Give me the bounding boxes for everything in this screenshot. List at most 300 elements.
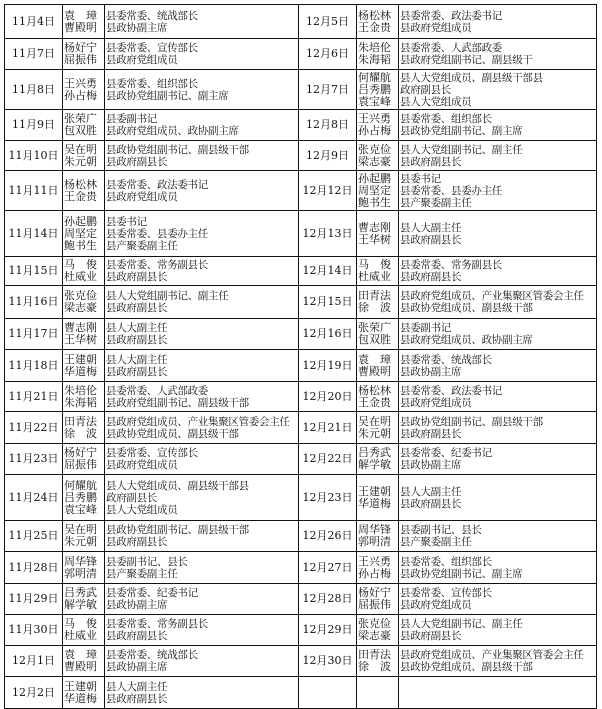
left-roles-cell xyxy=(105,319,299,350)
official-role: 县委常委、宣传部长 xyxy=(106,447,198,459)
right-roles-cell xyxy=(399,141,597,171)
official-name: 吕秀鹏 xyxy=(64,491,97,504)
left-roles-cell xyxy=(105,412,299,444)
official-role: 县政府副县长 xyxy=(106,302,168,314)
roster-row xyxy=(5,584,597,615)
official-role: 县政协副主席 xyxy=(106,21,168,34)
official-role: 政府副县长 xyxy=(106,491,157,504)
official-name: 杜威业 xyxy=(358,271,391,283)
official-name: 解学敏 xyxy=(358,459,391,471)
official-name: 吴在明 xyxy=(64,143,97,156)
official-role: 县政协党组成员、副县级干部 xyxy=(400,302,533,314)
right-roles-cell xyxy=(399,552,597,584)
official-name: 华道梅 xyxy=(358,497,391,510)
left-date-cell: 11月22日 xyxy=(5,412,63,444)
official-name: 袁 璋 xyxy=(64,649,97,661)
roster-row xyxy=(5,39,597,70)
right-roles-cell xyxy=(399,110,597,141)
official-name: 王兴勇 xyxy=(64,77,97,90)
roster-row xyxy=(5,552,597,584)
right-names-cell xyxy=(357,257,399,286)
right-date-cell: 12月23日 xyxy=(299,475,357,521)
official-role: 县委常委、人武部政委 xyxy=(400,42,502,54)
official-name: 孙占梅 xyxy=(358,125,391,137)
left-roles-cell xyxy=(105,584,299,615)
left-date-cell: 11月18日 xyxy=(5,350,63,382)
right-date-cell: 12月9日 xyxy=(299,141,357,171)
official-role: 县委常委、常务副县长 xyxy=(106,618,208,630)
official-name: 梁志豪 xyxy=(358,630,391,642)
official-name: 袁宝峰 xyxy=(64,503,97,516)
official-name: 周华锋 xyxy=(64,555,97,568)
official-role: 县政协党组副书记、副县级干部 xyxy=(106,524,249,536)
official-role: 县政协党组成员、副县级干部 xyxy=(400,661,533,673)
left-date-cell: 11月7日 xyxy=(5,39,63,70)
left-names-cell xyxy=(63,646,105,677)
official-role: 县政府副县长 xyxy=(106,692,168,705)
right-names-cell xyxy=(357,5,399,39)
official-name: 朱元朝 xyxy=(64,155,97,168)
official-role: 县政协党组副书记、副县级干部 xyxy=(400,415,543,428)
left-roles-cell xyxy=(105,521,299,552)
official-role: 县政府副县长 xyxy=(400,271,462,283)
right-date-cell: 12月7日 xyxy=(299,70,357,110)
left-date-cell: 11月21日 xyxy=(5,382,63,412)
left-date-cell: 11月17日 xyxy=(5,319,63,350)
right-date-cell xyxy=(299,677,357,709)
right-roles-cell xyxy=(399,475,597,521)
official-role: 县产聚委副主任 xyxy=(106,567,178,580)
official-role: 县政府党组成员 xyxy=(106,54,178,66)
roster-row xyxy=(5,412,597,444)
roster-row xyxy=(5,350,597,382)
right-roles-cell xyxy=(399,319,597,350)
left-names-cell xyxy=(63,70,105,110)
official-role: 县政协副主席 xyxy=(400,459,462,471)
right-roles-cell xyxy=(399,39,597,70)
roster-row xyxy=(5,677,597,709)
roster-row xyxy=(5,444,597,475)
official-role: 县政府党组成员 xyxy=(400,599,472,611)
official-name: 何耀航 xyxy=(64,479,97,492)
official-role: 县委常委、组织部长 xyxy=(106,77,198,90)
left-roles-cell xyxy=(105,110,299,141)
left-names-cell xyxy=(63,211,105,257)
official-name: 朱海韬 xyxy=(64,396,97,409)
left-roles-cell xyxy=(105,286,299,319)
left-date-cell: 11月14日 xyxy=(5,211,63,257)
roster-row xyxy=(5,646,597,677)
official-name: 屈振伟 xyxy=(358,599,391,611)
left-roles-cell xyxy=(105,615,299,646)
right-roles-cell xyxy=(399,584,597,615)
official-name: 徐 波 xyxy=(358,661,391,673)
right-roles-cell xyxy=(399,286,597,319)
official-name: 华道梅 xyxy=(64,692,97,705)
official-role: 县委常委、县委办主任 xyxy=(106,227,208,240)
official-name: 王建朝 xyxy=(64,353,97,366)
right-roles-cell xyxy=(399,350,597,382)
official-name: 杜威业 xyxy=(64,630,97,642)
left-roles-cell xyxy=(105,350,299,382)
left-date-cell: 11月8日 xyxy=(5,70,63,110)
official-name: 曹志刚 xyxy=(358,221,391,234)
official-name: 杨好宁 xyxy=(64,447,97,459)
right-roles-cell xyxy=(399,257,597,286)
left-roles-cell xyxy=(105,70,299,110)
official-role: 县政协副主席 xyxy=(106,661,168,673)
left-date-cell: 11月16日 xyxy=(5,286,63,319)
left-names-cell xyxy=(63,110,105,141)
official-role: 县政府党组成员 xyxy=(400,396,472,409)
right-date-cell: 12月30日 xyxy=(299,646,357,677)
official-name: 鲍书生 xyxy=(358,196,391,209)
right-date-cell: 12月26日 xyxy=(299,521,357,552)
left-date-cell: 12月1日 xyxy=(5,646,63,677)
official-name: 吴在明 xyxy=(64,524,97,536)
roster-row xyxy=(5,141,597,171)
official-name: 孙占梅 xyxy=(64,89,97,102)
official-role: 县政府党组成员、政协副主席 xyxy=(106,125,239,137)
right-date-cell: 12月5日 xyxy=(299,5,357,39)
left-names-cell xyxy=(63,141,105,171)
left-date-cell: 11月24日 xyxy=(5,475,63,521)
official-role: 县政府副县长 xyxy=(106,271,168,283)
official-name: 杜威业 xyxy=(64,271,97,283)
official-role: 县人大党组成员 xyxy=(400,95,472,108)
right-roles-cell xyxy=(399,615,597,646)
official-name: 梁志豪 xyxy=(358,155,391,168)
official-role: 县委常委、组织部长 xyxy=(400,113,492,125)
official-role: 县委常委、政法委书记 xyxy=(400,384,502,397)
official-role: 县人大副主任 xyxy=(400,485,462,498)
official-role: 县政府副县长 xyxy=(400,427,462,440)
right-names-cell xyxy=(357,475,399,521)
right-names-cell xyxy=(357,382,399,412)
official-name: 张克俭 xyxy=(358,143,391,156)
official-role: 县委副书记 xyxy=(106,113,157,125)
official-role: 县人大副主任 xyxy=(106,353,168,366)
official-name: 屈振伟 xyxy=(64,459,97,471)
left-roles-cell xyxy=(105,171,299,211)
official-name: 孙起鹏 xyxy=(64,215,97,228)
official-name: 张克俭 xyxy=(358,618,391,630)
duty-roster-table xyxy=(4,4,597,709)
official-name: 王华树 xyxy=(64,334,97,346)
right-names-cell xyxy=(357,584,399,615)
left-names-cell xyxy=(63,444,105,475)
right-date-cell: 12月19日 xyxy=(299,350,357,382)
official-role: 县人大副主任 xyxy=(106,680,168,693)
official-name: 王金贵 xyxy=(64,190,97,203)
official-role: 县委常委、政法委书记 xyxy=(106,178,208,191)
official-role: 县政府副县长 xyxy=(400,233,462,246)
official-name: 杨松林 xyxy=(358,9,391,22)
official-name: 王金贵 xyxy=(358,21,391,34)
official-role: 县政府党组成员、产业集聚区管委会主任 xyxy=(106,415,290,428)
left-roles-cell xyxy=(105,382,299,412)
right-date-cell: 12月16日 xyxy=(299,319,357,350)
official-role: 县政府副县长 xyxy=(106,334,168,346)
left-names-cell xyxy=(63,521,105,552)
official-name: 鲍书生 xyxy=(64,239,97,252)
left-names-cell xyxy=(63,382,105,412)
official-role: 县委常委、统战部长 xyxy=(400,353,492,366)
official-name: 曹志刚 xyxy=(64,322,97,334)
roster-row xyxy=(5,171,597,211)
official-role: 县人大党组副书记、副主任 xyxy=(106,290,229,302)
official-name: 徐 波 xyxy=(358,302,391,314)
official-name: 周坚定 xyxy=(358,184,391,197)
official-name: 杨好宁 xyxy=(64,42,97,54)
right-names-cell xyxy=(357,444,399,475)
right-names-cell xyxy=(357,319,399,350)
official-name: 王兴勇 xyxy=(358,113,391,125)
left-names-cell xyxy=(63,39,105,70)
left-date-cell: 11月15日 xyxy=(5,257,63,286)
official-role: 县委副书记 xyxy=(400,322,451,334)
official-role: 县人大副主任 xyxy=(400,221,462,234)
right-roles-cell xyxy=(399,171,597,211)
left-roles-cell xyxy=(105,444,299,475)
roster-row xyxy=(5,257,597,286)
right-roles-cell xyxy=(399,444,597,475)
official-role: 县政协党组副书记、副主席 xyxy=(106,89,229,102)
left-names-cell xyxy=(63,171,105,211)
official-name: 朱元朝 xyxy=(64,536,97,548)
official-role: 县产聚委副主任 xyxy=(400,196,472,209)
right-names-cell xyxy=(357,552,399,584)
official-name: 朱元朝 xyxy=(358,427,391,440)
official-name: 徐 波 xyxy=(64,427,97,440)
official-name: 郭明清 xyxy=(358,536,391,548)
official-name: 袁 璋 xyxy=(358,353,391,366)
official-name: 朱培伦 xyxy=(64,384,97,397)
official-name: 王金贵 xyxy=(358,396,391,409)
roster-row xyxy=(5,5,597,39)
official-name: 袁宝峰 xyxy=(358,95,391,108)
left-names-cell xyxy=(63,5,105,39)
official-role: 县人大副主任 xyxy=(106,322,168,334)
right-roles-cell xyxy=(399,382,597,412)
official-name: 包双胜 xyxy=(64,125,97,137)
official-role: 县委副书记、县长 xyxy=(106,555,188,568)
left-names-cell xyxy=(63,677,105,709)
right-roles-cell xyxy=(399,5,597,39)
official-name: 张荣广 xyxy=(64,113,97,125)
roster-row xyxy=(5,382,597,412)
official-role: 县委书记 xyxy=(106,215,147,228)
official-name: 田青法 xyxy=(358,290,391,302)
official-role: 政府副县长 xyxy=(400,83,451,96)
official-name: 杨好宁 xyxy=(358,587,391,599)
official-role: 县政府党组成员 xyxy=(106,190,178,203)
official-name: 王兴勇 xyxy=(358,555,391,568)
left-names-cell xyxy=(63,350,105,382)
right-date-cell: 12月12日 xyxy=(299,171,357,211)
official-role: 县委书记 xyxy=(400,172,441,185)
right-names-cell xyxy=(357,615,399,646)
official-role: 县政协党组成员、副县级干部 xyxy=(106,427,239,440)
official-role: 县委常委、常务副县长 xyxy=(400,259,502,271)
right-names-cell xyxy=(357,171,399,211)
official-role: 县政协党组副书记、副主席 xyxy=(400,567,523,580)
roster-row xyxy=(5,286,597,319)
official-name: 田青法 xyxy=(358,649,391,661)
right-date-cell: 12月15日 xyxy=(299,286,357,319)
official-role: 县委常委、统战部长 xyxy=(106,9,198,22)
left-date-cell: 11月4日 xyxy=(5,5,63,39)
left-roles-cell xyxy=(105,39,299,70)
right-names-cell xyxy=(357,70,399,110)
official-name: 张克俭 xyxy=(64,290,97,302)
left-roles-cell xyxy=(105,475,299,521)
official-name: 王华树 xyxy=(358,233,391,246)
official-name: 马 俊 xyxy=(358,259,391,271)
right-date-cell: 12月20日 xyxy=(299,382,357,412)
right-roles-cell xyxy=(399,70,597,110)
right-roles-cell xyxy=(399,521,597,552)
official-role: 县政府副县长 xyxy=(400,155,462,168)
left-names-cell xyxy=(63,584,105,615)
official-name: 袁 璋 xyxy=(64,9,97,22)
right-names-cell xyxy=(357,677,399,709)
left-names-cell xyxy=(63,552,105,584)
right-names-cell xyxy=(357,521,399,552)
official-role: 县人大党组副书记、副主任 xyxy=(400,143,523,156)
right-names-cell xyxy=(357,110,399,141)
official-name: 王建朝 xyxy=(358,485,391,498)
left-roles-cell xyxy=(105,552,299,584)
official-role: 县政府副县长 xyxy=(400,497,462,510)
official-role: 县人大党组成员、副县级干部县 xyxy=(400,71,543,84)
left-date-cell: 11月28日 xyxy=(5,552,63,584)
left-names-cell xyxy=(63,475,105,521)
left-names-cell xyxy=(63,286,105,319)
roster-row xyxy=(5,475,597,521)
left-roles-cell xyxy=(105,5,299,39)
right-names-cell xyxy=(357,141,399,171)
left-date-cell: 11月23日 xyxy=(5,444,63,475)
official-role: 县委常委、政法委书记 xyxy=(400,9,502,22)
official-name: 周华锋 xyxy=(358,524,391,536)
official-name: 梁志豪 xyxy=(64,302,97,314)
right-names-cell xyxy=(357,39,399,70)
official-role: 县委常委、县委办主任 xyxy=(400,184,502,197)
official-role: 县人大党组副书记、副主任 xyxy=(400,618,523,630)
right-date-cell: 12月22日 xyxy=(299,444,357,475)
left-names-cell xyxy=(63,615,105,646)
roster-row xyxy=(5,70,597,110)
left-date-cell: 11月30日 xyxy=(5,615,63,646)
left-date-cell: 12月2日 xyxy=(5,677,63,709)
official-name: 马 俊 xyxy=(64,618,97,630)
left-names-cell xyxy=(63,319,105,350)
official-name: 张荣广 xyxy=(358,322,391,334)
left-names-cell xyxy=(63,412,105,444)
official-name: 包双胜 xyxy=(358,334,391,346)
official-role: 县政协副主席 xyxy=(106,599,168,611)
official-role: 县委常委、常务副县长 xyxy=(106,259,208,271)
official-name: 曹殿明 xyxy=(64,661,97,673)
official-name: 吕秀武 xyxy=(64,587,97,599)
official-role: 县委常委、人武部政委 xyxy=(106,384,208,397)
official-name: 朱海韬 xyxy=(358,54,391,66)
roster-body xyxy=(5,5,597,709)
right-names-cell xyxy=(357,286,399,319)
official-role: 县委常委、宣传部长 xyxy=(106,42,198,54)
official-role: 县政府副县长 xyxy=(106,155,168,168)
official-role: 县政协党组副书记、副主席 xyxy=(400,125,523,137)
official-name: 曹殿明 xyxy=(64,21,97,34)
official-role: 县政府党组成员、政协副主席 xyxy=(400,334,533,346)
official-role: 县人大党组成员 xyxy=(106,503,178,516)
official-name: 华道梅 xyxy=(64,365,97,378)
right-date-cell: 12月14日 xyxy=(299,257,357,286)
right-date-cell: 12月13日 xyxy=(299,211,357,257)
left-date-cell: 11月29日 xyxy=(5,584,63,615)
official-role: 县委常委、纪委书记 xyxy=(106,587,198,599)
right-date-cell: 12月21日 xyxy=(299,412,357,444)
right-date-cell: 12月29日 xyxy=(299,615,357,646)
roster-row xyxy=(5,615,597,646)
left-date-cell: 11月11日 xyxy=(5,171,63,211)
official-name: 屈振伟 xyxy=(64,54,97,66)
official-role: 县政府副县长 xyxy=(106,365,168,378)
official-role: 县政府副县长 xyxy=(400,630,462,642)
official-name: 吕秀鹏 xyxy=(358,83,391,96)
official-name: 朱培伦 xyxy=(358,42,391,54)
right-names-cell xyxy=(357,350,399,382)
official-name: 马 俊 xyxy=(64,259,97,271)
right-roles-cell xyxy=(399,677,597,709)
right-date-cell: 12月8日 xyxy=(299,110,357,141)
right-roles-cell xyxy=(399,211,597,257)
official-name: 郭明清 xyxy=(64,567,97,580)
official-name: 王建朝 xyxy=(64,680,97,693)
roster-row xyxy=(5,110,597,141)
right-names-cell xyxy=(357,412,399,444)
right-date-cell: 12月6日 xyxy=(299,39,357,70)
left-names-cell xyxy=(63,257,105,286)
left-date-cell: 11月25日 xyxy=(5,521,63,552)
official-name: 杨松林 xyxy=(64,178,97,191)
right-roles-cell xyxy=(399,646,597,677)
official-role: 县委常委、组织部长 xyxy=(400,555,492,568)
roster-row xyxy=(5,211,597,257)
official-name: 孙起鹏 xyxy=(358,172,391,185)
official-role: 县政府副县长 xyxy=(106,630,168,642)
official-role: 县委副书记、县长 xyxy=(400,524,482,536)
official-role: 县委常委、纪委书记 xyxy=(400,447,492,459)
roster-row xyxy=(5,521,597,552)
official-role: 县人大党组成员、副县级干部县 xyxy=(106,479,249,492)
official-role: 县政府党组副书记、副县级干 xyxy=(400,54,533,66)
right-date-cell: 12月27日 xyxy=(299,552,357,584)
left-date-cell: 11月10日 xyxy=(5,141,63,171)
official-name: 田青法 xyxy=(64,415,97,428)
official-name: 曹殿明 xyxy=(358,365,391,378)
roster-row xyxy=(5,319,597,350)
official-role: 县政府党组成员、产业集聚区管委会主任 xyxy=(400,649,584,661)
official-name: 杨松林 xyxy=(358,384,391,397)
official-role: 县政府副县长 xyxy=(106,536,168,548)
left-roles-cell xyxy=(105,141,299,171)
official-role: 县政协副主席 xyxy=(400,365,462,378)
official-role: 县政府党组成员 xyxy=(106,459,178,471)
official-name: 吴在明 xyxy=(358,415,391,428)
right-names-cell xyxy=(357,211,399,257)
